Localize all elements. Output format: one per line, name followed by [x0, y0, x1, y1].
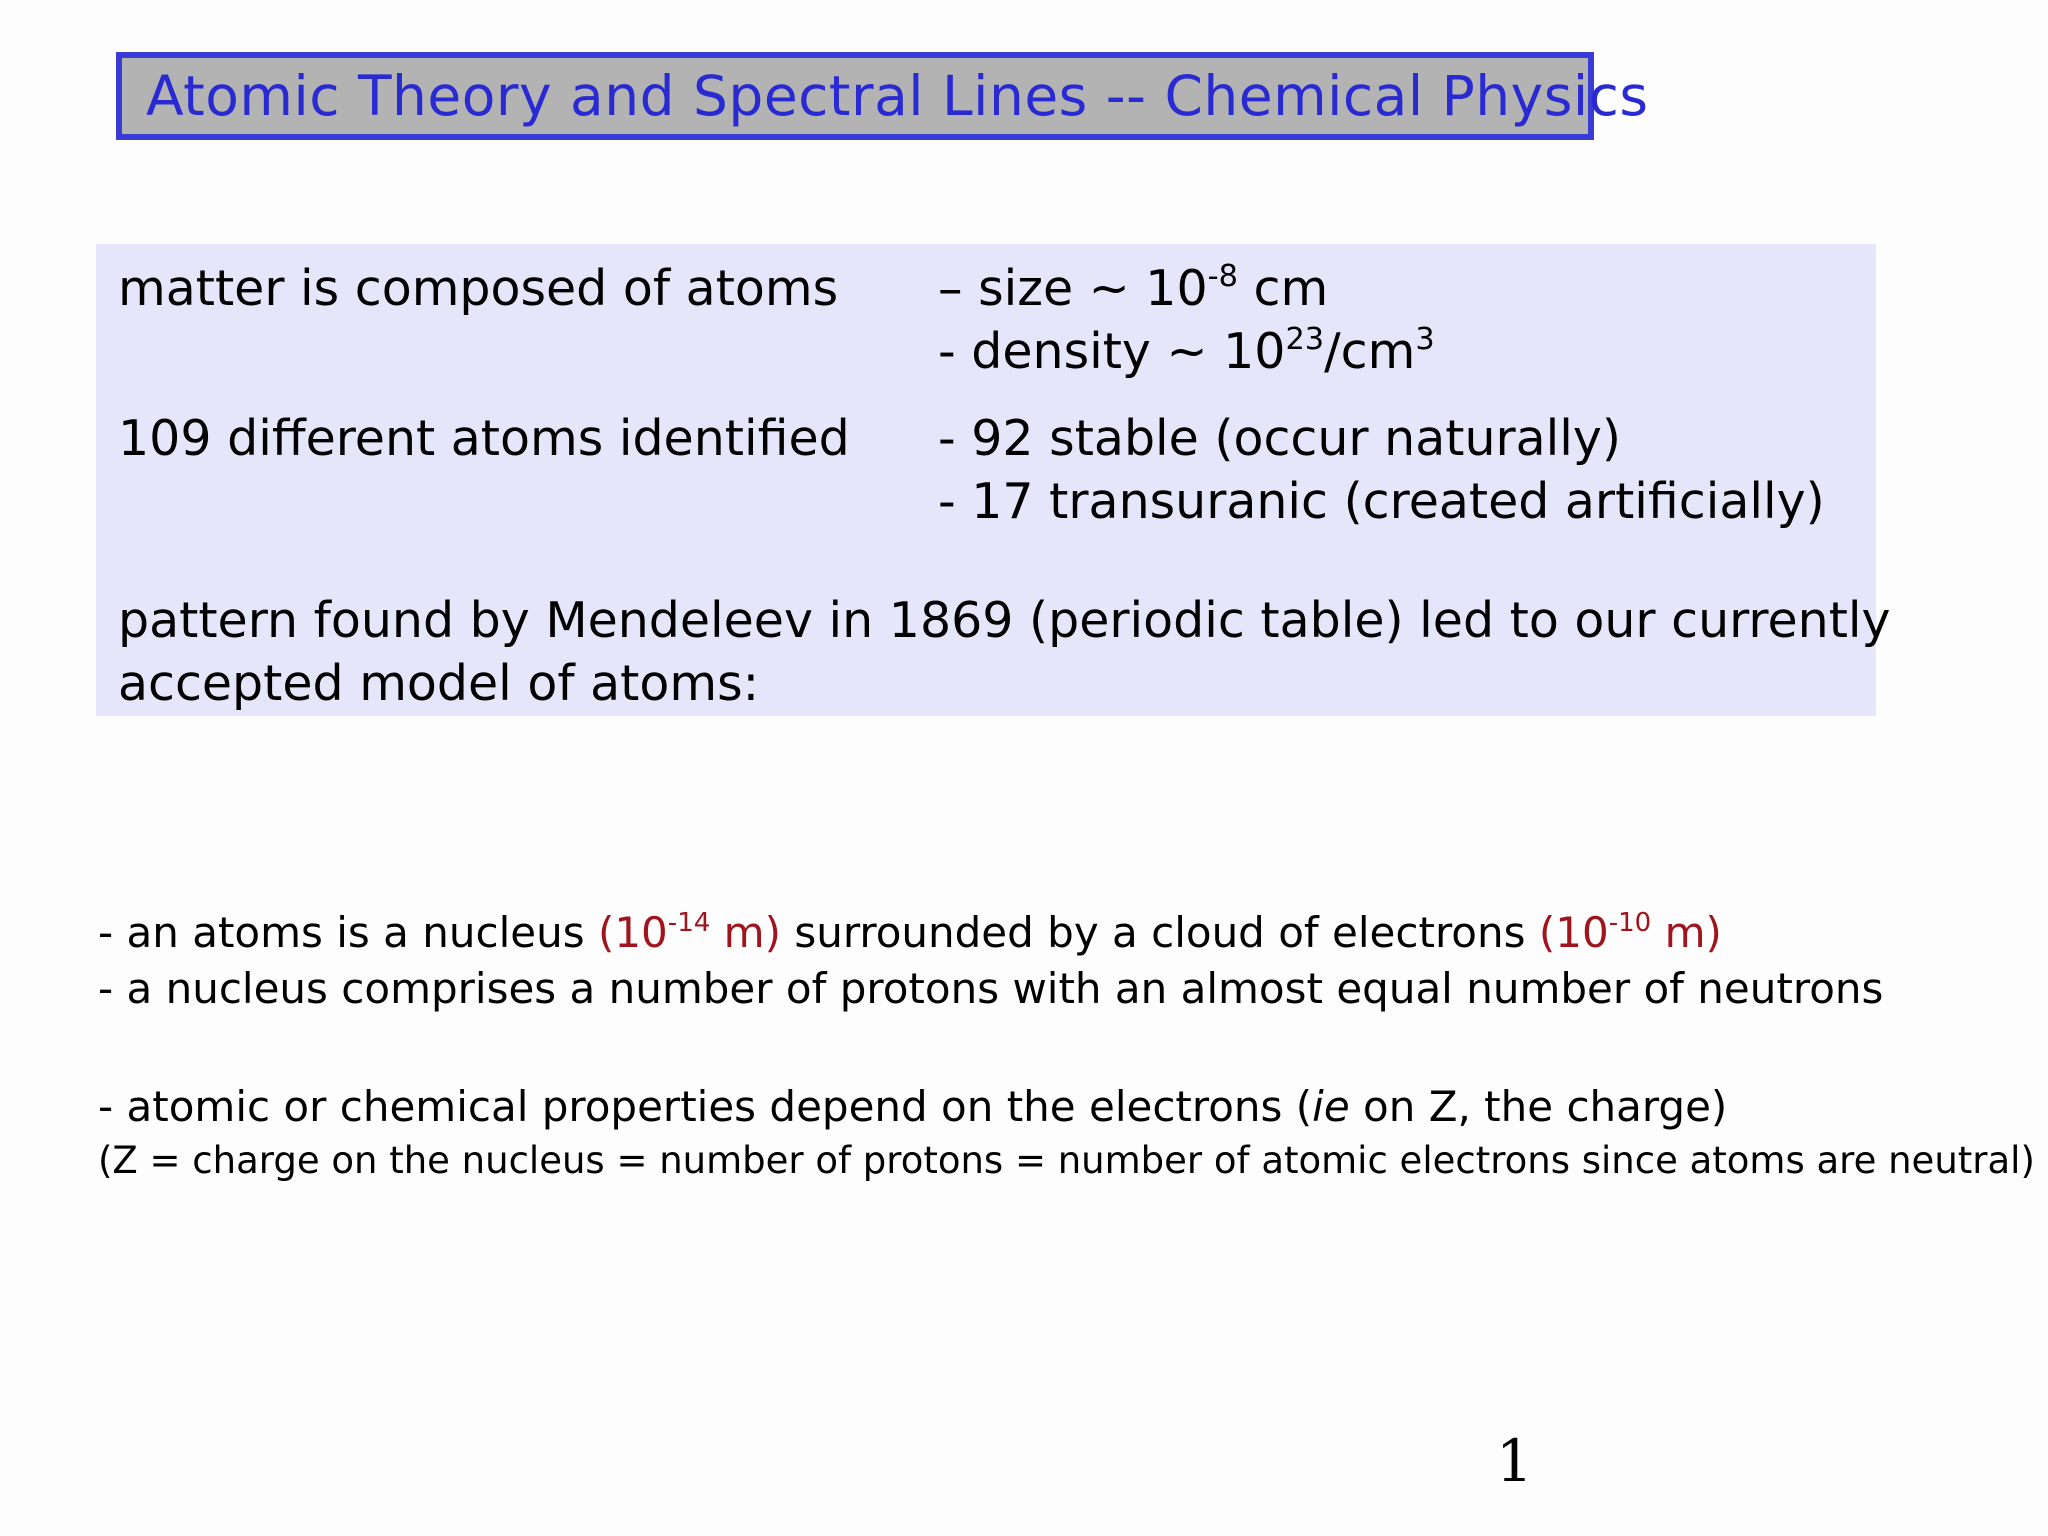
electron-cloud-size: ($10^{-10}$ m) — [1538, 907, 1722, 957]
transuranic-fact: - 17 transuranic (created artificially) — [938, 473, 1825, 530]
size-fact: – size ~ $10^{-8}$ cm — [938, 259, 1329, 317]
density-fact: - density ~ $10^{23}/cm^3$ — [938, 322, 1435, 380]
stable-fact: - 92 stable (occur naturally) — [938, 410, 1622, 467]
nucleus-size: ($10^{-14}$ m) — [597, 907, 781, 957]
protons-line: - a nucleus comprises a number of protons with an almost equal number of neutrons — [98, 964, 1884, 1013]
slide-title: Atomic Theory and Spectral Lines -- Chemical Physics — [146, 64, 1649, 128]
matter-label: matter is composed of atoms — [118, 260, 839, 317]
mendeleev-line-2: accepted model of atoms: — [118, 655, 760, 712]
mendeleev-line-1: pattern found by Mendeleev in 1869 (periodic table) led to our currently — [118, 592, 1891, 649]
page-number: 1 — [1496, 1427, 1533, 1495]
atoms-identified-label: 109 different atoms identified — [118, 410, 850, 467]
nucleus-line: - an atoms is a nucleus ($10^{-14}$ m) surrounded by a cloud of electrons ($10^{-10}$ m) — [98, 907, 1722, 957]
properties-line: - atomic or chemical properties depend on the electrons (ie on Z, the charge) — [98, 1082, 1728, 1131]
title-box — [116, 52, 1649, 140]
z-note: (Z = charge on the nucleus = number of protons = number of atomic electrons since atoms are neutral) — [98, 1139, 2035, 1182]
